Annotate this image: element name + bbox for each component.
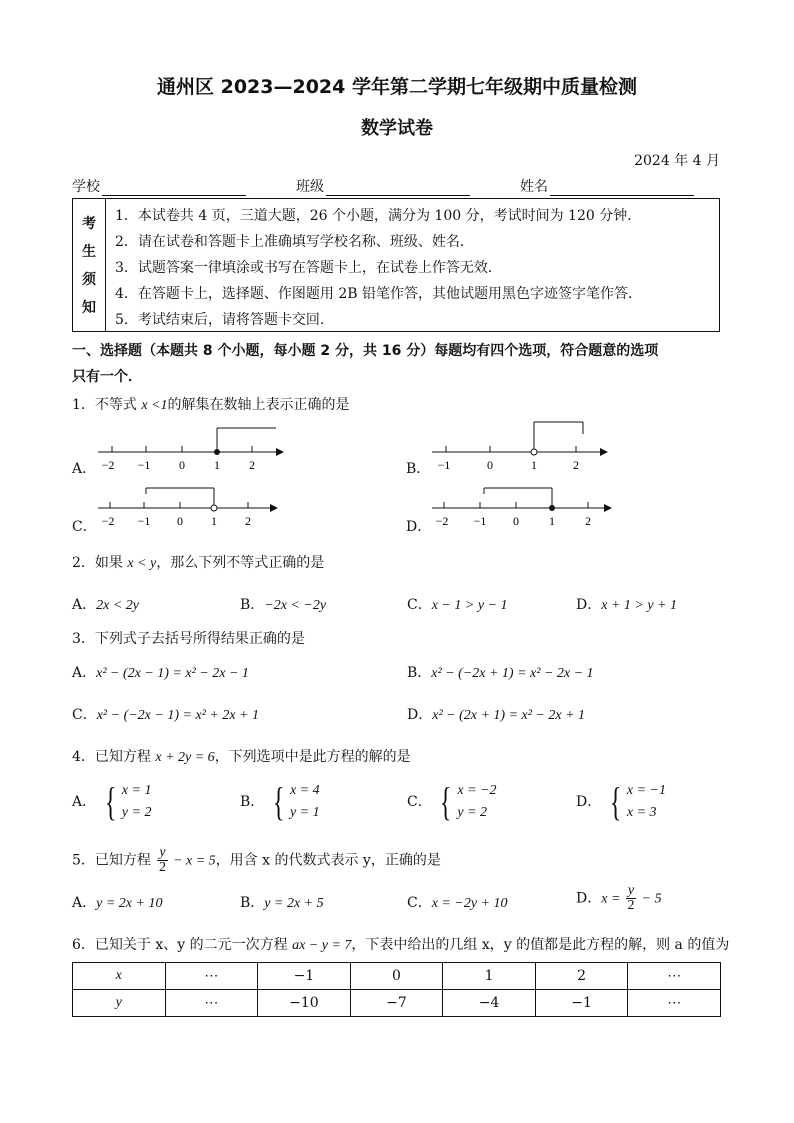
q2-stem-suffix: ，那么下列不等式正确的是 <box>156 555 325 571</box>
system-row: x = 4 <box>289 783 320 798</box>
option-expr: y = 2x + 5 <box>264 896 324 911</box>
system-row: x = 1 <box>121 783 152 798</box>
tick-label: 2 <box>573 458 579 472</box>
equation-system: { x = 1 y = 2 <box>104 779 152 824</box>
fraction-den: 2 <box>158 860 166 875</box>
tick-label: −2 <box>435 514 449 528</box>
tick-label: −1 <box>473 514 487 528</box>
q2-option-c <box>407 594 508 614</box>
q6-stem-suffix: ，下表中给出的几组 x，y 的值都是此方程的解，则 a 的值为 <box>351 937 730 953</box>
exam-title: 通州区 2023—2024 学年第二学期七年级期中质量检测 <box>157 76 637 98</box>
q3-option-a <box>72 662 249 682</box>
section1-heading-line1: 一、选择题（本题共 8 个小题，每小题 2 分，共 16 分）每题均有四个选项，符合题意的选项 <box>72 343 659 359</box>
tick-label: −1 <box>437 458 451 472</box>
table-cell: −1 <box>258 963 351 990</box>
notice-heading <box>73 199 106 331</box>
option-expr: x² − (−2x + 1) = x² − 2x − 1 <box>431 666 594 681</box>
option-label: A． <box>72 597 97 613</box>
name-label: 姓名 <box>520 179 548 195</box>
q2-stem-math: x < y <box>127 556 157 571</box>
option-expr: y = 2x + 10 <box>96 896 163 911</box>
option-label: C． <box>407 794 432 810</box>
option-expr: x = <box>601 891 624 907</box>
table-cell: ⋯ <box>628 990 721 1017</box>
table-cell: ⋯ <box>165 963 258 990</box>
q5-option-d <box>576 884 662 913</box>
option-label: B． <box>407 665 432 681</box>
school-blank <box>102 181 246 196</box>
tick-label: 1 <box>531 458 537 472</box>
q1-numberline-c <box>94 480 294 536</box>
q1-stem-prefix: 1．不等式 <box>72 397 142 413</box>
fraction <box>157 846 167 875</box>
table-cell: 2 <box>535 963 628 990</box>
option-label: A． <box>72 665 97 681</box>
tick-label: −2 <box>101 458 115 472</box>
q6-stem-math: ax − y = 7 <box>292 938 352 953</box>
table-cell: ⋯ <box>165 990 258 1017</box>
q1-option-c-label: C． <box>72 519 97 535</box>
system-row: y = 2 <box>121 805 152 820</box>
class-blank <box>326 181 470 196</box>
q4-option-a <box>72 780 151 824</box>
notice-head-char: 考 <box>82 216 96 232</box>
table-cell: x <box>73 963 166 990</box>
q1-option-b-label: B． <box>406 461 431 477</box>
table-row <box>73 990 721 1017</box>
q4-stem-suffix: ，下列选项中是此方程的解的是 <box>214 749 411 765</box>
exam-subtitle: 数学试卷 <box>361 118 433 139</box>
option-expr: x² − (2x + 1) = x² − 2x + 1 <box>432 708 586 723</box>
notice-box <box>72 198 720 332</box>
option-label: D． <box>407 707 433 723</box>
system-row: y = 2 <box>457 805 488 820</box>
school-field <box>72 176 246 196</box>
tick-label: −1 <box>137 514 151 528</box>
tick-label: 1 <box>549 514 555 528</box>
system-row: y = 1 <box>289 805 320 820</box>
class-field <box>296 176 470 196</box>
tick-label: 2 <box>245 514 251 528</box>
q1-option-d-label: D． <box>406 519 432 535</box>
q3-stem: 3．下列式子去括号所得结果正确的是 <box>72 631 305 647</box>
q1-stem-suffix: 的解集在数轴上表示正确的是 <box>167 397 350 413</box>
table-cell: 1 <box>443 963 536 990</box>
tick-label: 1 <box>214 458 220 472</box>
option-expr: x = −2y + 10 <box>431 896 508 911</box>
tick-label: 0 <box>179 458 185 472</box>
table-cell: −7 <box>350 990 443 1017</box>
equation-system: { x = −1 x = 3 <box>609 779 666 824</box>
q5-stem-suffix: ，用含 x 的代数式表示 y，正确的是 <box>215 852 441 869</box>
system-row: x = −1 <box>626 783 666 798</box>
option-label: B． <box>240 794 265 810</box>
option-label: B． <box>240 895 265 911</box>
option-label: D． <box>576 597 602 613</box>
option-expr: 2x < 2y <box>96 598 139 613</box>
q3-option-c <box>72 704 259 724</box>
system-row: x = −2 <box>457 783 497 798</box>
q4-option-d <box>576 780 666 824</box>
table-cell: −10 <box>258 990 351 1017</box>
q1-numberline-b <box>428 420 618 476</box>
q1-stem-math: x <1 <box>141 398 168 413</box>
q5-option-a <box>72 892 162 912</box>
q5-stem <box>72 846 441 875</box>
notice-item: 2．请在试卷和答题卡上准确填写学校名称、班级、姓名． <box>115 234 474 250</box>
q1-numberline-a <box>94 420 294 476</box>
tick-label: 0 <box>487 458 493 472</box>
fraction <box>626 884 636 913</box>
q4-stem-math: x + 2y = 6 <box>155 750 215 765</box>
tick-label: 0 <box>177 514 183 528</box>
notice-head-char: 知 <box>82 300 96 316</box>
option-label: D． <box>576 794 602 810</box>
q4-option-c <box>407 780 496 824</box>
q5-option-c <box>407 892 508 912</box>
table-row <box>73 963 721 990</box>
option-expr: −2x < −2y <box>264 598 327 613</box>
option-expr: x + 1 > y + 1 <box>601 598 678 613</box>
q4-stem-prefix: 4．已知方程 <box>72 749 156 765</box>
notice-item: 3．试题答案一律填涂或书写在答题卡上，在试卷上作答无效． <box>115 260 502 276</box>
name-field <box>520 176 694 196</box>
option-label: C． <box>407 895 432 911</box>
table-cell: −4 <box>443 990 536 1017</box>
tick-label: −1 <box>137 458 151 472</box>
q3-option-d <box>407 704 585 724</box>
q1-option-a-label: A． <box>72 461 97 477</box>
option-expr: x² − (2x − 1) = x² − 2x − 1 <box>96 666 249 681</box>
equation-system: { x = −2 y = 2 <box>440 779 497 824</box>
notice-item: 1．本试卷共 4 页，三道大题，26 个小题，满分为 100 分，考试时间为 120 分钟． <box>115 208 642 224</box>
tick-label: 0 <box>513 514 519 528</box>
q6-table <box>72 962 721 1017</box>
q5-stem-prefix: 5．已知方程 <box>72 852 156 869</box>
option-expr: x − 1 > y − 1 <box>431 598 508 613</box>
fraction-num: y <box>159 845 166 860</box>
q4-option-b <box>240 780 320 824</box>
q3-option-b <box>407 662 594 682</box>
exam-date: 2024 年 4 月 <box>634 153 720 169</box>
option-expr: − 5 <box>638 891 662 907</box>
tick-label: 2 <box>249 458 255 472</box>
q1-stem <box>72 394 350 414</box>
notice-head-char: 生 <box>82 244 96 260</box>
notice-item: 5．考试结束后，请将答题卡交回． <box>115 312 334 328</box>
option-label: A． <box>72 895 97 911</box>
tick-label: 1 <box>211 514 217 528</box>
fraction-num: y <box>627 883 635 898</box>
q2-option-b <box>240 594 326 614</box>
q5-stem-math: − x = 5 <box>169 853 216 869</box>
q2-option-d <box>576 594 677 614</box>
tick-label: 2 <box>585 514 591 528</box>
table-cell: 0 <box>350 963 443 990</box>
system-row: x = 3 <box>626 805 657 820</box>
option-expr: x² − (−2x − 1) = x² + 2x + 1 <box>96 708 259 723</box>
q2-option-a <box>72 594 139 614</box>
q6-stem <box>72 934 729 954</box>
q5-option-b <box>240 892 324 912</box>
option-label: C． <box>72 707 97 723</box>
option-label: D． <box>576 890 602 907</box>
q4-stem <box>72 746 411 766</box>
section1-heading-line2: 只有一个． <box>72 369 142 385</box>
class-label: 班级 <box>296 179 324 195</box>
option-label: C． <box>407 597 432 613</box>
table-cell: −1 <box>535 990 628 1017</box>
tick-label: −2 <box>101 514 115 528</box>
name-blank <box>550 181 694 196</box>
school-label: 学校 <box>72 179 100 195</box>
fraction-den: 2 <box>627 898 635 913</box>
q2-stem <box>72 552 324 572</box>
table-cell: ⋯ <box>628 963 721 990</box>
q2-stem-prefix: 2．如果 <box>72 555 128 571</box>
q1-numberline-d <box>428 480 628 536</box>
option-label: B． <box>240 597 265 613</box>
table-cell: y <box>73 990 166 1017</box>
notice-item: 4．在答题卡上，选择题、作图题用 2B 铅笔作答，其他试题用黑色字迹签字笔作答． <box>115 286 643 302</box>
q6-stem-prefix: 6．已知关于 x、y 的二元一次方程 <box>72 937 293 953</box>
notice-head-char: 须 <box>82 272 96 288</box>
equation-system: { x = 4 y = 1 <box>272 779 320 824</box>
option-label: A． <box>72 794 97 810</box>
